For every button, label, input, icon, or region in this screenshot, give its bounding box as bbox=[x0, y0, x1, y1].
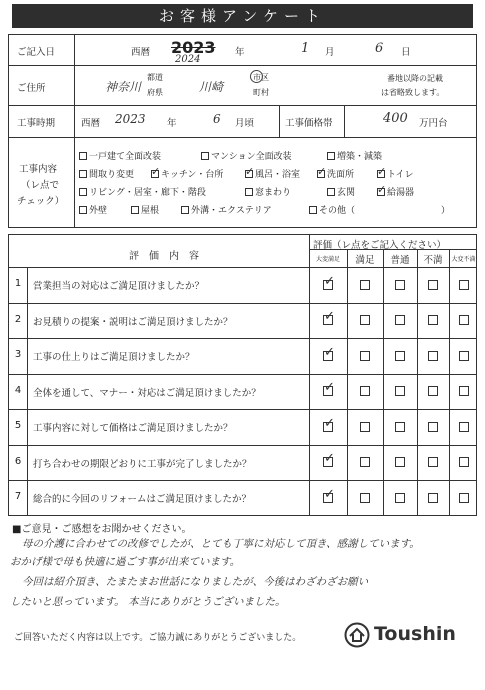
rating-checkbox-大変不満[interactable] bbox=[459, 351, 469, 361]
table-row bbox=[9, 374, 476, 410]
rating-checkbox-大変満足[interactable] bbox=[323, 422, 333, 432]
period-month-unit: 月頃 bbox=[235, 118, 255, 129]
rating-checkbox-満足[interactable] bbox=[360, 351, 370, 361]
work-option-exterior[interactable]: 外溝・エクステリア bbox=[181, 203, 272, 216]
price-label: 工事価格帯 bbox=[285, 118, 333, 129]
table-row bbox=[9, 480, 476, 516]
rating-checkbox-大変不満[interactable] bbox=[459, 457, 469, 467]
table-row bbox=[9, 303, 476, 339]
work-option-washroom[interactable]: ✓ 洗面所 bbox=[317, 167, 354, 180]
rating-checkbox-普通[interactable] bbox=[395, 386, 405, 396]
question-text: 営業担当の対応はご満足頂けましたか？ bbox=[33, 281, 205, 292]
pref-unit-2: 府県 bbox=[147, 88, 163, 97]
city-circle-mark bbox=[250, 70, 263, 83]
rating-checkbox-大変不満[interactable] bbox=[459, 386, 469, 396]
rating-checkbox-不満[interactable] bbox=[428, 351, 438, 361]
work-option-layout[interactable]: 間取り変更 bbox=[79, 167, 134, 180]
rating-checkbox-大変不満[interactable] bbox=[459, 315, 469, 325]
checkbox[interactable] bbox=[201, 152, 209, 160]
work-option-mansion[interactable]: マンション全面改装 bbox=[201, 149, 292, 162]
work-option-entrance[interactable]: 玄関 bbox=[327, 185, 355, 198]
work-option-other-close: ） bbox=[441, 206, 451, 216]
work-option-water-heater[interactable]: ✓ 給湯器 bbox=[377, 185, 414, 198]
period-era: 西暦 bbox=[81, 118, 101, 129]
checkbox[interactable] bbox=[79, 188, 87, 196]
year-written: 2024 bbox=[175, 54, 201, 65]
pref-value: 神奈川 bbox=[105, 80, 142, 94]
price-value: 400 bbox=[383, 111, 408, 126]
rating-checkbox-大変満足[interactable] bbox=[323, 280, 333, 290]
rating-checkbox-満足[interactable] bbox=[360, 386, 370, 396]
question-number: 3 bbox=[14, 349, 22, 360]
address-note-1: 番地以降の記載 bbox=[387, 74, 443, 83]
info-section bbox=[8, 34, 477, 228]
work-option-toilet[interactable]: ✓ トイレ bbox=[377, 167, 414, 180]
table-row bbox=[9, 267, 476, 303]
rating-checkbox-不満[interactable] bbox=[428, 422, 438, 432]
period-label: 工事時期 bbox=[17, 118, 56, 129]
table-row bbox=[9, 338, 476, 374]
work-option-extension[interactable]: 増築・減築 bbox=[327, 149, 382, 162]
comments-heading: ■ご意見・ご感想をお聞かせください。 bbox=[12, 524, 192, 535]
question-number: 1 bbox=[14, 278, 22, 289]
work-option-living[interactable]: リビング・居室・廊下・階段 bbox=[79, 185, 206, 198]
rating-checkbox-普通[interactable] bbox=[395, 422, 405, 432]
comment-line-2: おかげ様で母も快適に過ごす事が出来ています。 bbox=[10, 556, 241, 568]
work-option-kitchen[interactable]: ✓ キッチン・台所 bbox=[151, 167, 223, 180]
rating-checkbox-満足[interactable] bbox=[360, 457, 370, 467]
checkbox[interactable] bbox=[181, 206, 189, 214]
rating-checkbox-満足[interactable] bbox=[360, 422, 370, 432]
comment-line-3: 今回は紹介頂き、たまたまお世話になりましたが、今後はわざわざお願い bbox=[22, 576, 369, 588]
question-text: 工事の仕上りはご満足頂けましたか？ bbox=[33, 352, 195, 363]
rating-checkbox-不満[interactable] bbox=[428, 280, 438, 290]
rating-checkbox-大変不満[interactable] bbox=[459, 280, 469, 290]
rating-column-3: 不満 bbox=[423, 255, 443, 266]
page-title: お客様アンケート bbox=[12, 4, 473, 28]
rating-checkbox-普通[interactable] bbox=[395, 351, 405, 361]
rating-checkbox-普通[interactable] bbox=[395, 493, 405, 503]
rating-checkbox-大変不満[interactable] bbox=[459, 422, 469, 432]
question-text: 工事内容に対して価格はご満足頂けましたか？ bbox=[33, 423, 233, 434]
period-year-unit: 年 bbox=[167, 118, 177, 129]
checkbox[interactable] bbox=[327, 152, 335, 160]
checkbox[interactable] bbox=[79, 206, 87, 214]
work-option-roof[interactable]: 屋根 bbox=[131, 203, 159, 216]
question-number: 5 bbox=[14, 420, 22, 431]
rating-checkbox-不満[interactable] bbox=[428, 493, 438, 503]
question-text: お見積りの提案・説明はご満足頂けましたか？ bbox=[33, 316, 233, 328]
checkbox-checked[interactable] bbox=[245, 170, 253, 178]
address-note-2: は省略致します。 bbox=[381, 88, 445, 97]
city-unit-2: 町村 bbox=[253, 88, 269, 97]
work-option-window[interactable]: 窓まわり bbox=[245, 185, 291, 198]
table-row bbox=[9, 409, 476, 445]
comment-line-4: したいと思っています。 本当にありがとうございました。 bbox=[10, 596, 286, 608]
rating-checkbox-満足[interactable] bbox=[360, 280, 370, 290]
checkbox-checked[interactable] bbox=[377, 188, 385, 196]
rating-checkbox-不満[interactable] bbox=[428, 315, 438, 325]
date-label: ご記入日 bbox=[17, 47, 56, 58]
rating-checkbox-普通[interactable] bbox=[395, 315, 405, 325]
question-text: 打ち合わせの期限どおりに工事が完了しましたか？ bbox=[33, 458, 252, 470]
evaluation-table bbox=[8, 234, 477, 516]
month-unit: 月 bbox=[325, 47, 335, 58]
footer-note: ご回答いただく内容は以上です。ご協力誠にありがとうございました。 bbox=[14, 633, 302, 643]
checkbox[interactable] bbox=[245, 188, 253, 196]
checkbox-checked[interactable] bbox=[151, 170, 159, 178]
question-number: 7 bbox=[14, 491, 22, 502]
work-option-other[interactable]: その他（ bbox=[309, 203, 355, 216]
rating-checkbox-大変満足[interactable] bbox=[323, 457, 333, 467]
checkbox[interactable] bbox=[131, 206, 139, 214]
rating-checkbox-普通[interactable] bbox=[395, 280, 405, 290]
rating-checkbox-不満[interactable] bbox=[428, 386, 438, 396]
rating-column-0: 大変満足 bbox=[315, 256, 340, 263]
work-option-full-house[interactable]: 一戸建て全面改装 bbox=[79, 149, 161, 162]
rating-column-1: 満足 bbox=[355, 255, 375, 266]
rating-column-2: 普通 bbox=[390, 255, 410, 266]
rating-heading: 評価（レ点をご記入ください） bbox=[313, 240, 447, 251]
table-row bbox=[9, 445, 476, 481]
checkbox[interactable] bbox=[309, 206, 317, 214]
year-unit: 年 bbox=[235, 47, 245, 58]
period-year: 2023 bbox=[115, 112, 146, 126]
day-unit: 日 bbox=[401, 47, 411, 58]
city-value: 川崎 bbox=[199, 80, 224, 94]
rating-checkbox-大変満足[interactable] bbox=[323, 315, 333, 325]
question-number: 6 bbox=[14, 455, 22, 467]
rating-checkbox-大変満足[interactable] bbox=[323, 351, 333, 361]
address-label: ご住所 bbox=[17, 83, 46, 94]
city-unit-1: 市区 bbox=[253, 73, 269, 82]
checkbox[interactable] bbox=[79, 170, 87, 178]
rating-checkbox-満足[interactable] bbox=[360, 315, 370, 325]
checkbox[interactable] bbox=[79, 152, 87, 160]
pref-unit-1: 都道 bbox=[147, 73, 163, 82]
checkbox-checked[interactable] bbox=[317, 170, 325, 178]
question-text: 総合的に今回のリフォームはご満足頂けましたか？ bbox=[33, 494, 252, 505]
month-value: 1 bbox=[301, 41, 310, 56]
house-logo-icon bbox=[344, 622, 370, 648]
date-era: 西暦 bbox=[131, 47, 151, 58]
rating-checkbox-大変不満[interactable] bbox=[459, 493, 469, 503]
question-text: 全体を通して、マナー・対応はご満足頂けましたか？ bbox=[33, 387, 261, 399]
rating-column-4: 大変不満 bbox=[451, 256, 476, 263]
checkbox-checked[interactable] bbox=[377, 170, 385, 178]
year-struck: 2023 bbox=[171, 38, 216, 57]
price-unit: 万円台 bbox=[419, 118, 448, 129]
work-label-2: （レ点で bbox=[21, 180, 60, 191]
evaluation-heading: 評 価 内 容 bbox=[129, 251, 199, 262]
day-value: 6 bbox=[375, 41, 384, 56]
rating-checkbox-普通[interactable] bbox=[395, 457, 405, 467]
question-number: 2 bbox=[14, 313, 22, 325]
period-month: 6 bbox=[213, 112, 221, 126]
rating-checkbox-大変満足[interactable] bbox=[323, 493, 333, 503]
work-label-3: チェック） bbox=[17, 196, 65, 207]
brand-name: Toushin bbox=[374, 623, 456, 645]
work-label-1: 工事内容 bbox=[19, 164, 58, 175]
rating-checkbox-満足[interactable] bbox=[360, 493, 370, 503]
checkbox[interactable] bbox=[327, 188, 335, 196]
work-option-bath[interactable]: ✓ 風呂・浴室 bbox=[245, 167, 300, 180]
rating-checkbox-大変満足[interactable] bbox=[323, 386, 333, 396]
rating-checkbox-不満[interactable] bbox=[428, 457, 438, 467]
work-option-exterior-wall[interactable]: 外壁 bbox=[79, 203, 107, 216]
comment-line-1: 母の介護に合わせての改修でしたが、とても丁寧に対応して頂き、感謝しています。 bbox=[22, 538, 420, 550]
question-number: 4 bbox=[14, 384, 22, 396]
